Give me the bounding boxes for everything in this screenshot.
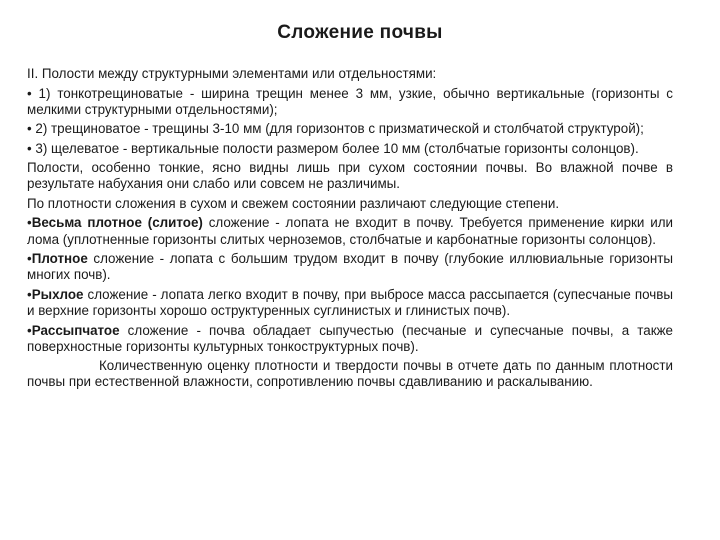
term-crumbly: Рассыпчатое — [31, 322, 120, 338]
bullet-glyph: • — [27, 322, 32, 338]
paragraph-fine-cracked: • 1) тонкотрещиноватые - ширина трещин менее 3 мм, узкие, обычно вертикальные (горизонты с мелкими структурными отдельностями); — [27, 85, 673, 117]
paragraph-very-dense — [27, 215, 673, 247]
paragraph-slotted: • 3) щелеватое - вертикальные полости размером более 10 мм (столбчатые горизонты солонцов). — [27, 140, 639, 156]
paragraph-dense — [27, 251, 673, 283]
paragraph-cracked: • 2) трещиноватое - трещины 3-10 мм (для горизонтов с призматической и столбчатой структурой); — [27, 121, 644, 137]
paragraph-cavities-heading: II. Полости между структурными элементами или отдельностями: — [27, 66, 437, 81]
bullet-glyph: • — [27, 251, 32, 267]
definition-very-dense: сложение - лопата не входит в почву. Требуется применение кирки или лома (уплотненные горизонты слитых черноземов, столбчатые и карбонатные горизонты солонцов). — [27, 215, 673, 247]
definition-crumbly: сложение - почва обладает сыпучестью (песчаные и супесчаные почвы, а также поверхностные горизонты культурных тонкоструктурных почв). — [27, 322, 673, 354]
term-loose: Рыхлое — [31, 286, 84, 302]
page-title: Сложение почвы — [277, 22, 443, 43]
paragraph-quantitative-assessment: Количественную оценку плотности и твердости почвы в отчете дать по данным плотности почвы при естественной влажности, сопротивлению почвы сдавливанию и раскалыванию. — [27, 358, 673, 390]
paragraph-cavities-visibility: Полости, особенно тонкие, ясно видны лишь при сухом состоянии почвы. Во влажной почве в результате набухания они слабо или совсем не различимы. — [27, 160, 673, 192]
term-dense: Плотное — [31, 251, 88, 267]
paragraph-loose — [27, 287, 673, 319]
bullet-glyph: • — [27, 286, 32, 302]
paragraph-density-intro: По плотности сложения в сухом и свежем состоянии различают следующие степени. — [27, 195, 560, 211]
slide-body — [27, 66, 673, 394]
paragraph-crumbly — [27, 323, 673, 355]
definition-loose: сложение - лопата легко входит в почву, при выбросе масса рассыпается (супесчаные почвы и верхние горизонты хорошо оструктуренных суглинистых и глинистых почв). — [27, 286, 673, 319]
term-very-dense: Весьма плотное (слитое) — [31, 215, 203, 231]
bullet-glyph: • — [27, 215, 32, 231]
definition-dense: сложение - лопата с большим трудом входит в почву (глубокие иллювиальные горизонты многих почв). — [27, 251, 673, 283]
